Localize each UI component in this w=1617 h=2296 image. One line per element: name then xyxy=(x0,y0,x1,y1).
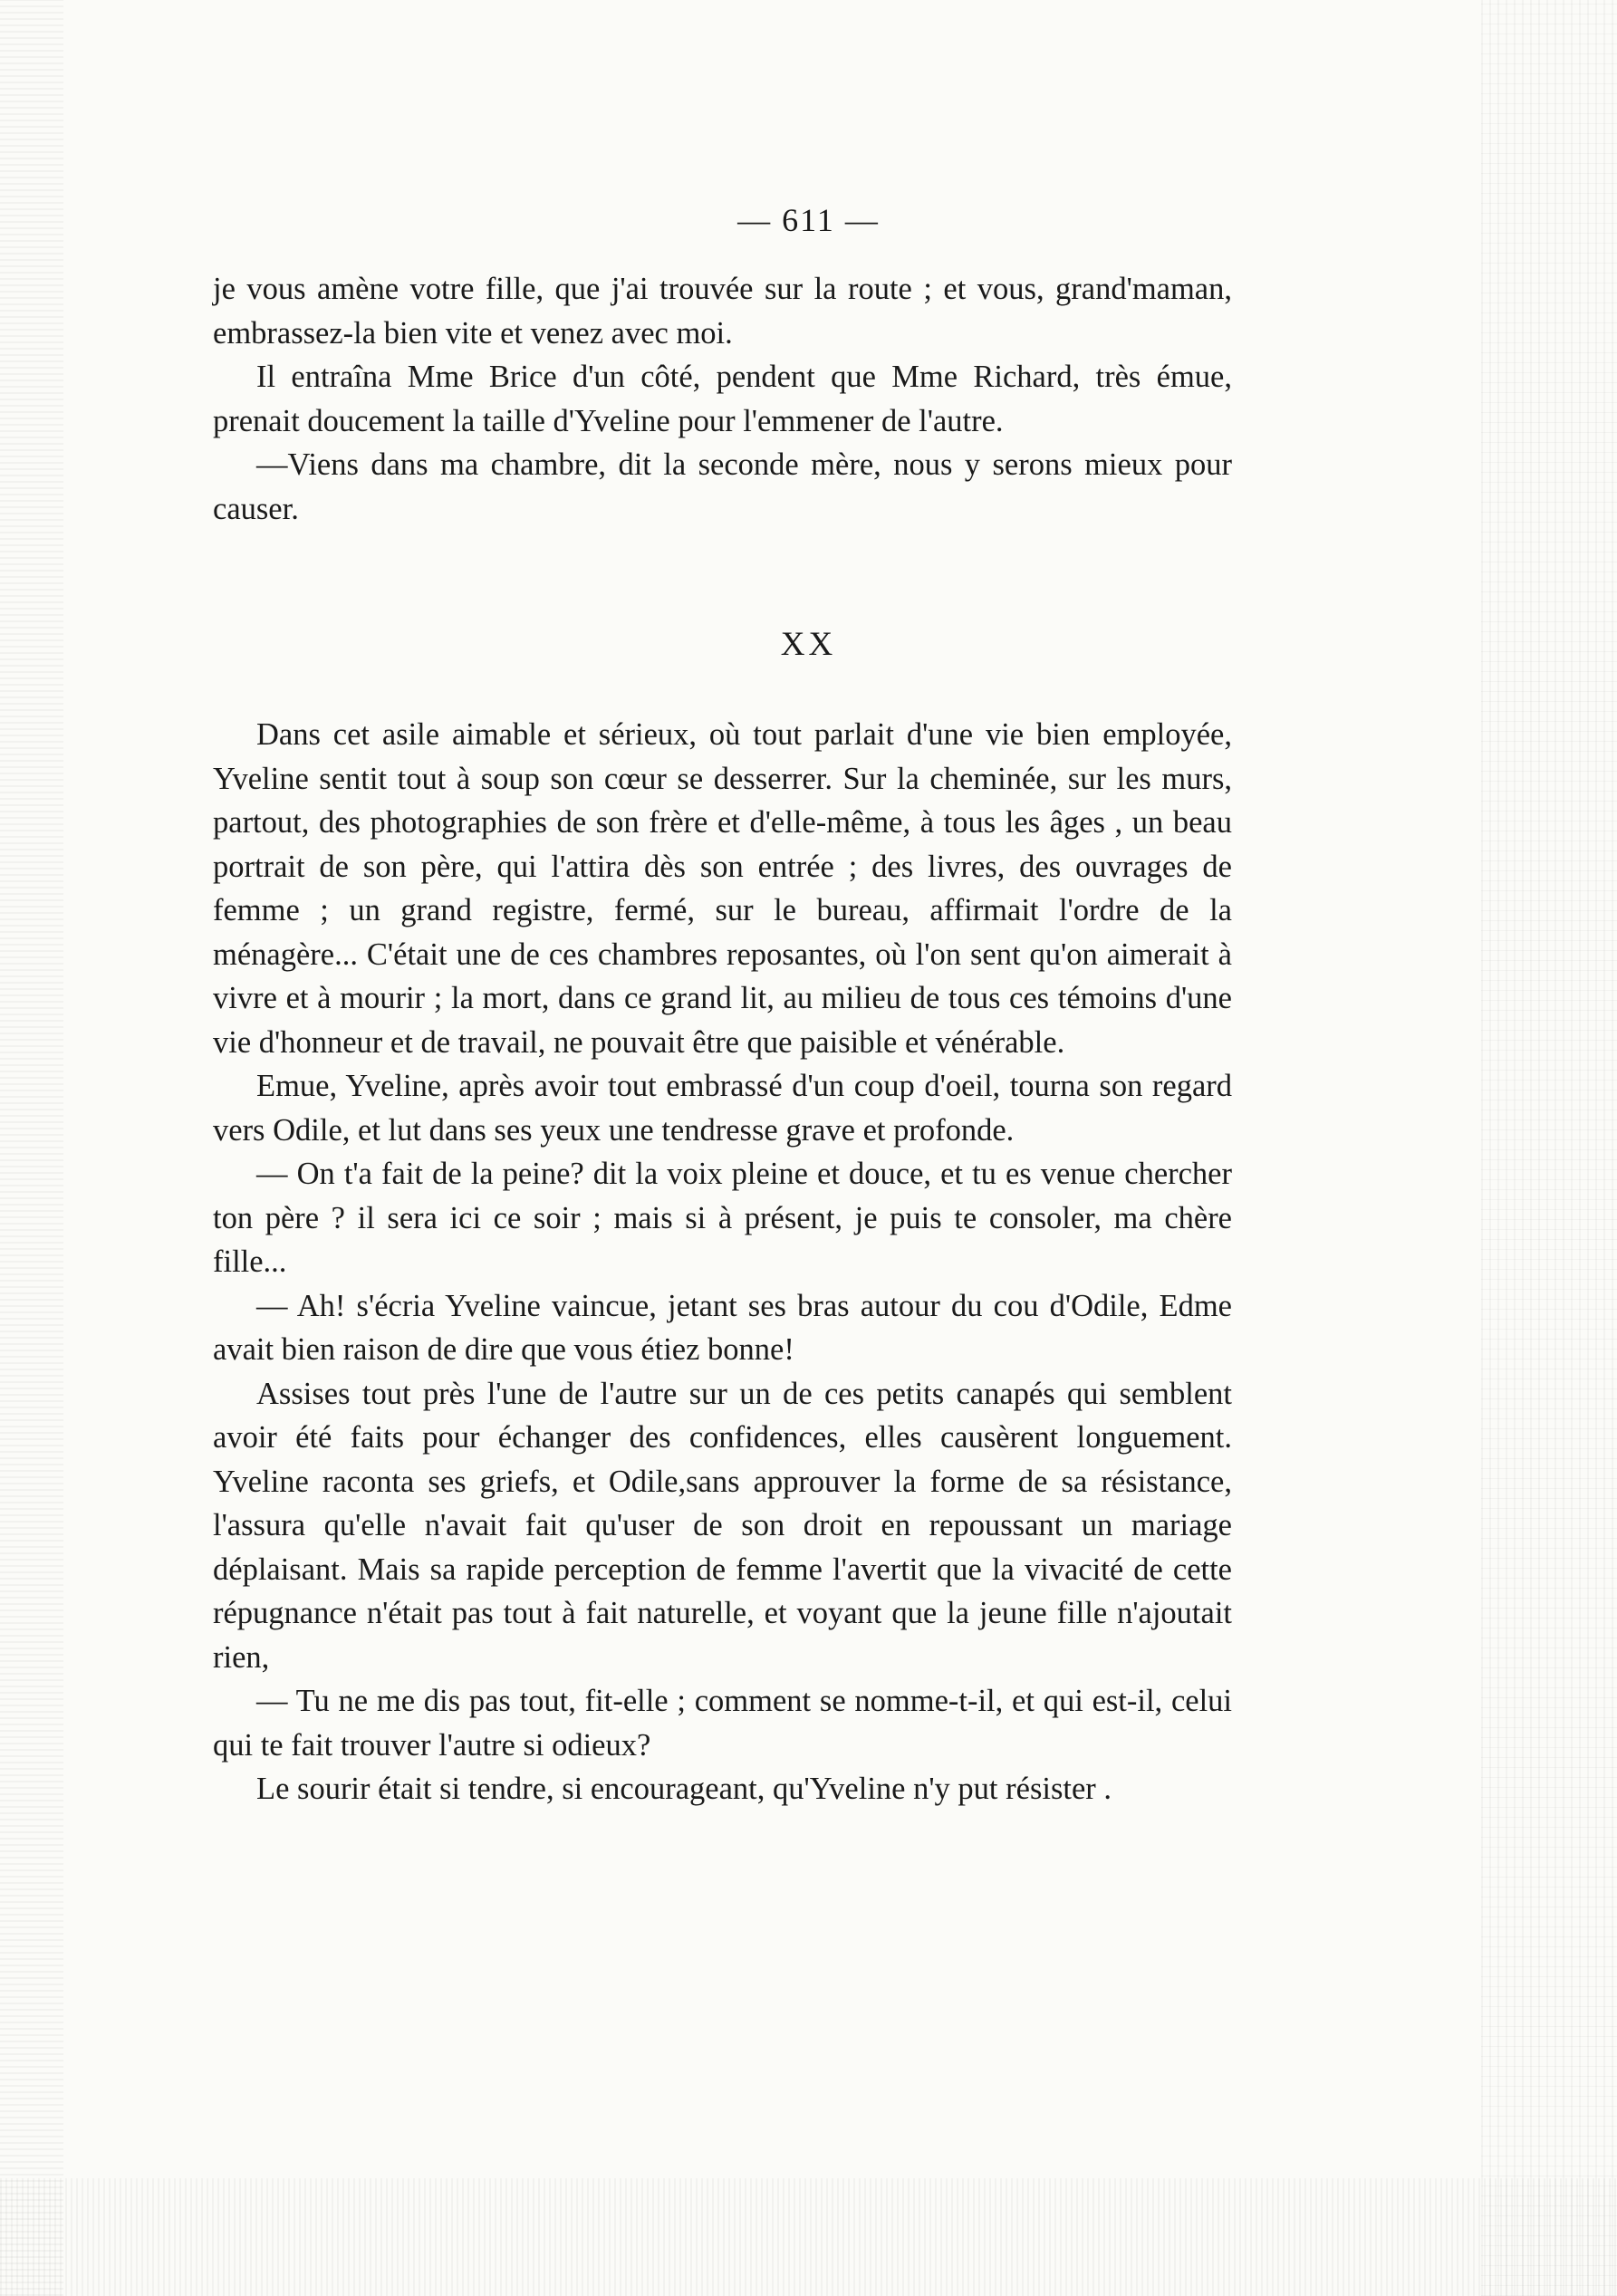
paragraph: —Viens dans ma chambre, dit la seconde mère, nous y serons mieux pour causer. xyxy=(213,447,1232,526)
text-block-chapter xyxy=(213,713,1232,1811)
scan-edge-right xyxy=(1481,0,1617,2296)
page-number: — 611 — xyxy=(737,202,880,238)
paragraph: — Tu ne me dis pas tout, fit-elle ; comment se nomme-t-il, et qui est-il, celui qui te fait trouver l'autre si odieux? xyxy=(213,1684,1232,1763)
paragraph: — On t'a fait de la peine? dit la voix pleine et douce, et tu es venue chercher ton père ? il sera ici ce soir ; mais si à présent, je puis te consoler, ma chère fille... xyxy=(213,1157,1232,1279)
paragraph: Emue, Yveline, après avoir tout embrassé d'un coup d'oeil, tourna son regard vers Odile, et lut dans ses yeux une tendresse grave et profonde. xyxy=(213,1069,1232,1148)
scan-edge-bottom xyxy=(0,2178,1617,2296)
chapter-heading: XX xyxy=(780,626,837,663)
paragraph: je vous amène votre fille, que j'ai trouvée sur la route ; et vous, grand'maman, embrassez-la bien vite et venez avec moi. xyxy=(213,272,1232,351)
paragraph: Dans cet asile aimable et sérieux, où tout parlait d'une vie bien employée, Yveline sentit tout à soup son cœur se desserrer. Sur la cheminée, sur les murs, partout, des photographies de son frère et d'elle-même, à tous les âges , un beau portrait de son père, qui l'attira dès son entrée ; des livres, des ouvrages de femme ; un grand registre, fermé, sur le bureau, affirmait l'ordre de la ménagère... C'était une de ces chambres reposantes, où l'on sent qu'on aimerait à vivre et à mourir ; la mort, dans ce grand lit, au milieu de tous ces témoins d'une vie d'honneur et de travail, ne pouvait être que paisible et vénérable. xyxy=(213,717,1232,1060)
paragraph: — Ah! s'écria Yveline vaincue, jetant ses bras autour du cou d'Odile, Edme avait bien raison de dire que vous étiez bonne! xyxy=(213,1288,1232,1367)
paragraph: Il entraîna Mme Brice d'un côté, pendent que Mme Richard, très émue, prenait doucement la taille d'Yveline pour l'emmener de l'autre. xyxy=(213,360,1232,438)
paragraph: Assises tout près l'une de l'autre sur un de ces petits canapés qui semblent avoir été faits pour échanger des confidences, elles causèrent longuement. Yveline raconta ses griefs, et Odile,sans approuver la forme de sa résistance, l'assura qu'elle n'avait fait qu'user de son droit en repoussant un mariage déplaisant. Mais sa rapide perception de femme l'avertit que la vivacité de cette répugnance n'était pas tout à fait naturelle, et voyant que la jeune fille n'ajoutait rien, xyxy=(213,1376,1232,1675)
paragraph: Le sourir était si tendre, si encourageant, qu'Yveline n'y put résister . xyxy=(256,1772,1112,1806)
text-block-top xyxy=(213,267,1232,531)
scan-edge-left xyxy=(0,0,63,2296)
